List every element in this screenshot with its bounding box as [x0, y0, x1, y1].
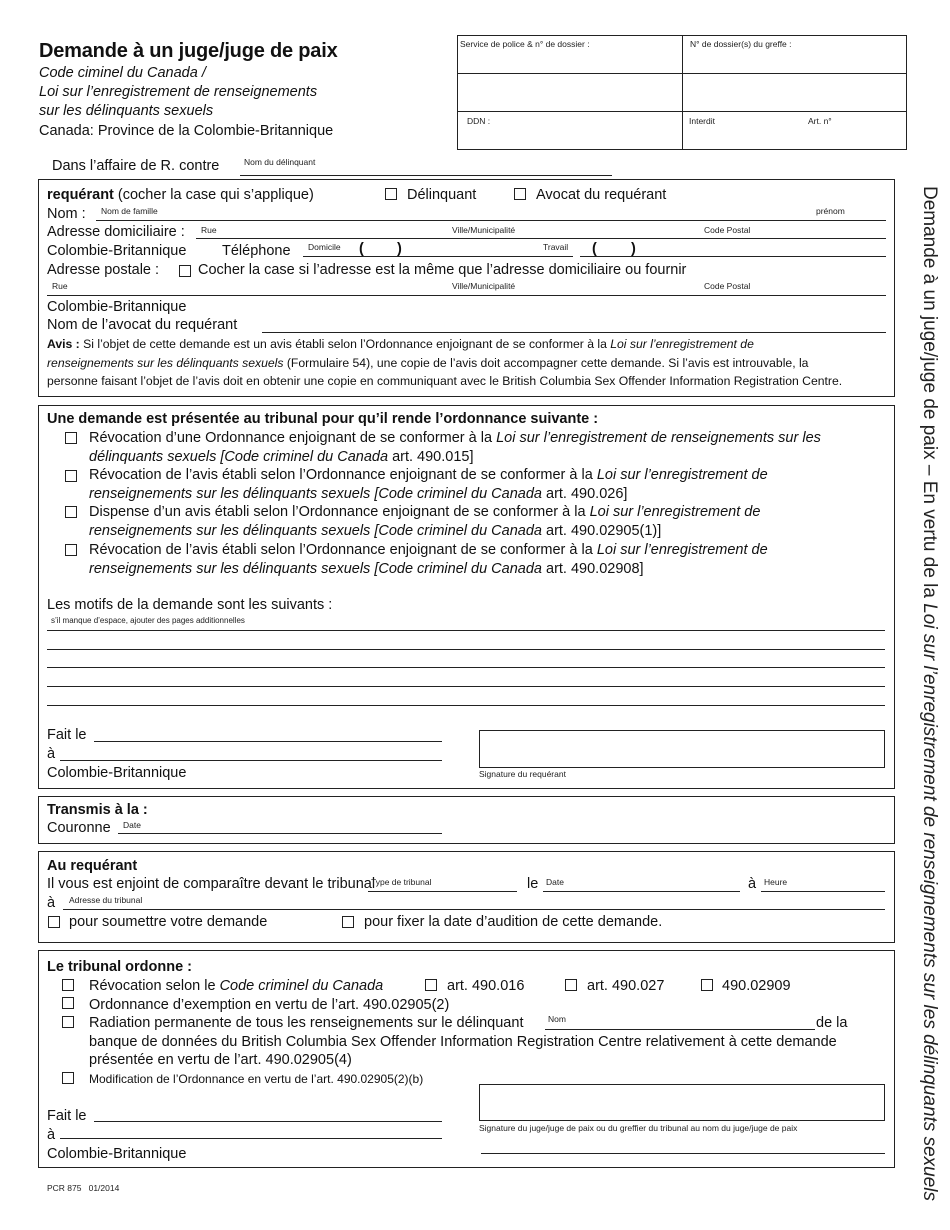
- subtitle-law-1: Loi sur l’enregistrement de renseignements: [39, 84, 318, 100]
- revocation-label: [89, 978, 383, 994]
- avis-text-3: personne faisant l’objet de l’avis doit en obtenir une copie en communiquant avec le British Columbia Sex Offender Information Registration Centre.: [47, 374, 843, 388]
- offender-name-field[interactable]: [545, 1029, 815, 1030]
- order-option-text: Révocation d’une Ordonnance enjoignant de se conformer à la: [89, 430, 497, 446]
- modification-label: Modification de l’Ordonnance en vertu de l’art. 490.02905(2)(b): [89, 1072, 424, 1086]
- art-label: Art. n°: [808, 116, 832, 126]
- avis-notice: [47, 335, 892, 353]
- court-time-field[interactable]: [761, 891, 885, 892]
- order-option-text: Dispense d’un avis établi selon l’Ordonnance enjoignant de se conformer à la: [89, 504, 590, 520]
- applicant-title: requérant: [47, 187, 114, 203]
- adresse-dom-label: Adresse domiciliaire :: [47, 224, 185, 240]
- offender-name-field[interactable]: [240, 175, 612, 176]
- affaire-hint: Nom du délinquant: [244, 157, 316, 167]
- radiation-label-2: banque de données du British Columbia Sex Offender Information Registration Centre relativement à cette demande: [89, 1034, 837, 1050]
- location-field[interactable]: [60, 760, 442, 761]
- order-option-checkbox[interactable]: [65, 506, 77, 518]
- avis-text-1a: Si l’objet de cette demande est un avis établi selon l’Ordonnance enjoignant de se conformer à la: [79, 337, 611, 351]
- nom-famille-hint: Nom de famille: [101, 206, 158, 216]
- transmis-date-field[interactable]: [118, 833, 442, 834]
- side-title: [918, 186, 940, 1201]
- rue-hint: Rue: [52, 281, 68, 291]
- hearing-date-label: pour fixer la date d’audition de cette demande.: [364, 914, 663, 930]
- police-file-label: Service de police & n° de dossier :: [460, 39, 590, 49]
- exemption-checkbox[interactable]: [62, 997, 74, 1009]
- phone-paren-open: (: [359, 241, 364, 257]
- de-la-label: de la: [816, 1015, 848, 1031]
- art-490027-label: art. 490.027: [587, 978, 665, 994]
- form-code: [47, 1183, 119, 1193]
- avis-label: Avis :: [47, 337, 80, 351]
- order-option-law: Loi sur l’enregistrement de: [596, 467, 768, 483]
- transmis-title: Transmis à la :: [47, 802, 148, 818]
- motifs-line[interactable]: [47, 705, 885, 706]
- order-option-art: art. 490.02908]: [541, 560, 644, 577]
- judge-name-field[interactable]: [481, 1153, 885, 1154]
- travail-hint: Travail: [543, 242, 569, 252]
- home-phone-field[interactable]: [303, 256, 573, 257]
- location-field[interactable]: [60, 1138, 442, 1139]
- side-title-law: Loi sur l’enregistrement de renseignements sur les délinquants sexuels: [919, 603, 940, 1202]
- adresse-tribunal-hint: Adresse du tribunal: [69, 895, 143, 905]
- applicant-heading: [47, 187, 314, 203]
- delinquant-label: Délinquant: [407, 187, 477, 203]
- subtitle-law-2: sur les délinquants sexuels: [39, 103, 214, 119]
- order-option-3: [89, 503, 760, 540]
- a-label: à: [748, 876, 757, 892]
- province-label: Colombie-Britannique: [47, 1146, 187, 1162]
- subtitle-code: Code ciminel du Canada /: [39, 65, 206, 81]
- province-label: Colombie-Britannique: [47, 299, 187, 315]
- adresse-post-text: Cocher la case si l’adresse est la même que l’adresse domiciliaire ou fournir: [198, 262, 687, 278]
- order-option-law: délinquants sexuels [Code criminel du Canada: [89, 448, 389, 465]
- applicant-signature-label: Signature du requérant: [479, 769, 566, 779]
- province-label: Colombie-Britannique: [47, 765, 187, 781]
- modification-checkbox[interactable]: [62, 1072, 74, 1084]
- code-postal-hint: Code Postal: [704, 281, 751, 291]
- adresse-post-label: Adresse postale :: [47, 262, 160, 278]
- work-paren-close: ): [631, 241, 636, 257]
- date-hint: Date: [546, 877, 564, 887]
- le-label: le: [527, 876, 539, 892]
- type-tribunal-hint: Type de tribunal: [371, 877, 432, 887]
- date-hint: Date: [123, 820, 141, 830]
- hearing-date-checkbox[interactable]: [342, 916, 354, 928]
- fait-le-label: Fait le: [47, 1108, 87, 1124]
- fait-le-label: Fait le: [47, 727, 87, 743]
- home-address-field[interactable]: [196, 238, 886, 239]
- a-label: à: [47, 895, 56, 911]
- tribunal-title: Le tribunal ordonne :: [47, 959, 192, 975]
- radiation-label-3: présentée en vertu de l’art. 490.02905(4): [89, 1052, 352, 1068]
- registry-file-label: N° de dossier(s) du greffe :: [690, 39, 792, 49]
- judge-signature-label: Signature du juge/juge de paix ou du greffier du tribunal au nom du juge/juge de paix: [479, 1123, 798, 1133]
- nom-hint: Nom: [548, 1014, 566, 1024]
- form-date: 01/2014: [88, 1183, 120, 1193]
- order-option-4: [89, 541, 768, 578]
- order-option-law: Loi sur l’enregistrement de: [596, 542, 768, 558]
- ville-hint: Ville/Municipalité: [452, 225, 516, 235]
- enjoint-label: Il vous est enjoint de comparaître devant le tribunal: [47, 876, 376, 892]
- delinquant-checkbox[interactable]: [385, 188, 397, 200]
- file-box-row-line: [457, 111, 907, 112]
- applicant-title-rest: (cocher la case qui s’applique): [113, 187, 314, 203]
- fait-le-field[interactable]: [94, 1121, 442, 1122]
- submit-checkbox[interactable]: [48, 916, 60, 928]
- nom-label: Nom :: [47, 206, 86, 222]
- court-address-field[interactable]: [63, 909, 885, 910]
- order-option-art: art. 490.02905(1)]: [541, 522, 662, 539]
- avocat-label: Avocat du requérant: [536, 187, 667, 203]
- work-paren-open: (: [592, 241, 597, 257]
- art-490027-checkbox[interactable]: [565, 979, 577, 991]
- ddn-label: DDN :: [467, 116, 491, 126]
- avis-notice-line2: [47, 354, 808, 372]
- order-option-text: Révocation de l’avis établi selon l’Ordonnance enjoignant de se conformer à la: [89, 542, 597, 558]
- order-option-law: renseignements sur les délinquants sexuels [Code criminel du Canada: [89, 485, 542, 502]
- order-option-checkbox[interactable]: [65, 432, 77, 444]
- police-file-input[interactable]: [458, 74, 681, 110]
- avis-text-2b: (Formulaire 54), une copie de l’avis doit accompagner cette demande. Si l’avis est introuvable, la: [283, 356, 809, 370]
- art-490016-checkbox[interactable]: [425, 979, 437, 991]
- order-option-1: [89, 429, 821, 466]
- order-option-2: [89, 466, 768, 503]
- judge-signature-box[interactable]: [479, 1084, 885, 1121]
- radiation-checkbox[interactable]: [62, 1016, 74, 1028]
- avis-text-2a: renseignements sur les délinquants sexuels: [47, 356, 284, 370]
- affaire-label: Dans l’affaire de R. contre: [52, 158, 220, 174]
- prenom-hint: prénom: [816, 206, 845, 216]
- revocation-text: Révocation selon le: [89, 978, 220, 994]
- exemption-label: Ordonnance d’exemption en vertu de l’art. 490.02905(2): [89, 997, 450, 1013]
- lawyer-name-field[interactable]: [262, 332, 886, 333]
- code-postal-hint: Code Postal: [704, 225, 751, 235]
- order-option-text: Révocation de l’avis établi selon l’Ordonnance enjoignant de se conformer à la: [89, 467, 597, 483]
- art-49002909-checkbox[interactable]: [701, 979, 713, 991]
- work-phone-field[interactable]: [580, 256, 886, 257]
- transmis-section: [38, 796, 895, 844]
- motifs-line[interactable]: [47, 667, 885, 668]
- submit-label: pour soumettre votre demande: [69, 914, 268, 930]
- revocation-checkbox[interactable]: [62, 979, 74, 991]
- art-49002909-label: 490.02909: [722, 978, 791, 994]
- a-label: à: [47, 1127, 56, 1143]
- heure-hint: Heure: [764, 877, 788, 887]
- order-option-law: Loi sur l’enregistrement de: [589, 504, 761, 520]
- order-option-law: Loi sur l’enregistrement de renseignements sur les: [496, 430, 821, 446]
- court-date-field[interactable]: [543, 891, 740, 892]
- postal-address-field[interactable]: [47, 295, 886, 296]
- same-address-checkbox[interactable]: [179, 265, 191, 277]
- name-field[interactable]: [96, 220, 886, 221]
- telephone-label: Téléphone: [222, 243, 291, 259]
- form-number: PCR 875: [47, 1183, 82, 1193]
- avis-text-1b: Loi sur l’enregistrement de: [610, 337, 754, 351]
- registry-file-input[interactable]: [683, 74, 906, 110]
- order-option-law: renseignements sur les délinquants sexuels [Code criminel du Canada: [89, 560, 542, 577]
- domicile-hint: Domicile: [308, 242, 341, 252]
- side-title-text: Demande à un juge/juge de paix – En vertu de la: [919, 186, 940, 604]
- motifs-label: Les motifs de la demande sont les suivants :: [47, 597, 333, 613]
- radiation-label-1: Radiation permanente de tous les renseignements sur le délinquant: [89, 1015, 524, 1031]
- court-type-field[interactable]: [368, 891, 517, 892]
- revocation-law: Code criminel du Canada: [219, 978, 384, 994]
- a-label: à: [47, 746, 56, 762]
- avocat-name-label: Nom de l’avocat du requérant: [47, 317, 238, 333]
- motifs-hint: s’il manque d’espace, ajouter des pages additionnelles: [51, 616, 245, 625]
- page-title: Demande à un juge/juge de paix: [39, 40, 338, 62]
- art-490016-label: art. 490.016: [447, 978, 525, 994]
- motifs-line[interactable]: [47, 686, 885, 687]
- couronne-label: Couronne: [47, 820, 111, 836]
- phone-paren-close: ): [397, 241, 402, 257]
- motifs-line[interactable]: [47, 630, 885, 631]
- ville-hint: Ville/Municipalité: [452, 281, 516, 291]
- rue-hint: Rue: [201, 225, 217, 235]
- order-option-checkbox[interactable]: [65, 544, 77, 556]
- demande-heading: Une demande est présentée au tribunal pour qu’il rende l’ordonnance suivante :: [47, 411, 599, 427]
- order-option-art: art. 490.026]: [541, 485, 628, 502]
- motifs-line[interactable]: [47, 649, 885, 650]
- province: Canada: Province de la Colombie-Britannique: [39, 123, 334, 139]
- order-option-law: renseignements sur les délinquants sexuels [Code criminel du Canada: [89, 522, 542, 539]
- order-option-checkbox[interactable]: [65, 470, 77, 482]
- fait-le-field[interactable]: [94, 741, 442, 742]
- avocat-checkbox[interactable]: [514, 188, 526, 200]
- requerant-title: Au requérant: [47, 858, 138, 874]
- applicant-signature-box[interactable]: [479, 730, 885, 768]
- interdit-label: Interdit: [689, 116, 715, 126]
- province-label: Colombie-Britannique: [47, 243, 187, 259]
- order-option-art: art. 490.015]: [388, 448, 474, 465]
